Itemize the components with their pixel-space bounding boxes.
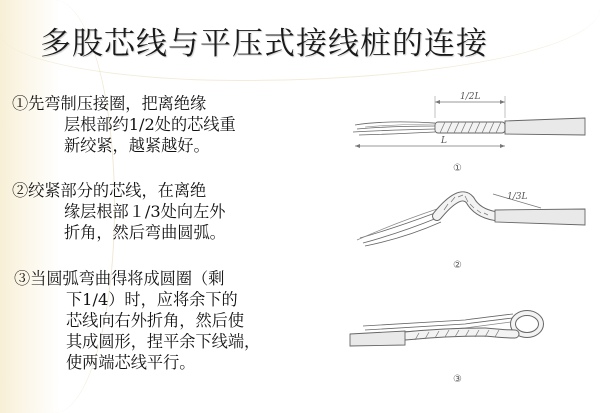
dim-L-arrow-right	[500, 144, 505, 148]
wiring-diagram-svg	[345, 88, 595, 408]
twisted-section	[435, 122, 505, 133]
figure-3-number: ③	[453, 374, 462, 385]
figure-1-number: ①	[453, 163, 462, 174]
step-3-line-2: 下1/4）时，应将余下的	[66, 290, 238, 309]
step-3-line-3: 芯线向右外折角，然后使	[66, 311, 245, 330]
slide-title: 多股芯线与平压式接线桩的连接	[40, 26, 488, 62]
step-3-line-5: 使两端芯线平行。	[66, 353, 196, 372]
bent-strand-1	[360, 213, 435, 238]
figure-2	[357, 192, 585, 271]
insulation-1	[505, 118, 585, 135]
wiring-diagram	[345, 88, 595, 408]
step-2-line-3: 折角，然后弯曲圆弧。	[64, 223, 226, 242]
dim-half-arrow-right	[500, 100, 505, 104]
step-2-text	[12, 180, 226, 243]
step-2-line-2: 缘层根部１/3处向左外	[64, 202, 226, 221]
step-1-text	[12, 93, 236, 156]
bent-strand-4	[365, 222, 441, 246]
figure-3	[350, 313, 541, 385]
step-3-line-1: ③当圆弧弯曲得将成圆圈（剩	[14, 269, 225, 288]
figure-2-number: ②	[453, 260, 462, 271]
bent-strand-2	[363, 218, 437, 243]
step-1-line-2: 层根部约1/2处的芯线重	[64, 115, 236, 134]
dim-L-arrow-left	[355, 144, 360, 148]
strand-4	[359, 132, 435, 135]
label-half-L: 1/2L	[460, 92, 481, 102]
figure-1	[353, 92, 585, 174]
strand-3	[353, 129, 435, 132]
insulation-3	[350, 331, 405, 346]
label-third-L: 1/3L	[507, 192, 528, 202]
insulation-2	[495, 209, 585, 225]
loop-twist-fill	[405, 332, 515, 336]
step-2-line-1: ②绞紧部分的芯线，在离绝	[12, 181, 207, 200]
step-1-line-1: ①先弯制压接圈，把离绝缘	[12, 94, 207, 113]
dim-half-arrow-left	[435, 100, 440, 104]
strand-1	[355, 122, 435, 125]
label-L: L	[441, 136, 447, 146]
step-1-line-3: 新绞紧，越紧越好。	[64, 136, 210, 155]
step-3-line-4: 其成圆形，捏平余下线端，	[66, 332, 261, 351]
step-3-text	[14, 268, 260, 373]
loop-strand-top-1	[363, 314, 513, 326]
